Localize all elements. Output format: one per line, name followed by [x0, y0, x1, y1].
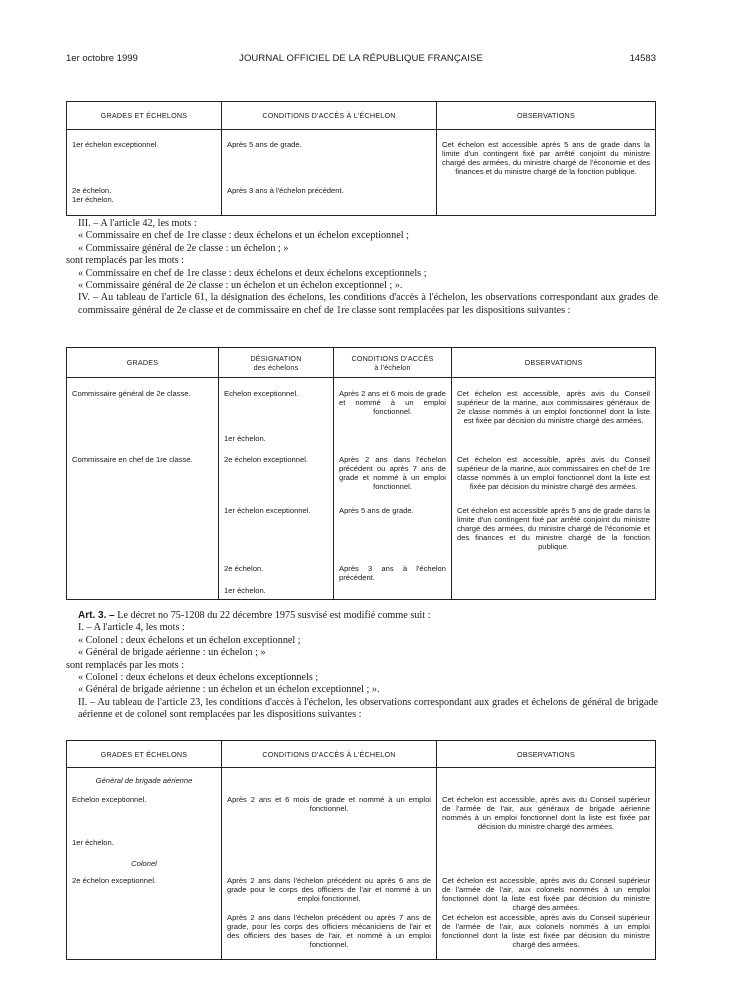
- cell-designation: 2e échelon exceptionnel.: [219, 452, 334, 506]
- paragraph: « Général de brigade aérienne : un échelon et un échelon exceptionnel ; ».: [78, 684, 380, 696]
- article-number: Art. 3. –: [78, 610, 115, 621]
- paragraph: « Colonel : deux échelons et un échelon exceptionnel ;: [78, 634, 301, 646]
- table-header-observations: OBSERVATIONS: [452, 348, 656, 378]
- table-row: [67, 788, 656, 831]
- cell-grade-line: 1er échelon.: [72, 194, 114, 204]
- paragraph: « Commissaire en chef de 1re classe : deux échelons et un échelon exceptionnel ;: [78, 230, 409, 242]
- cell-grade: [67, 434, 219, 452]
- table-header-observations: OBSERVATIONS: [437, 741, 656, 768]
- table-header-grades: GRADES ET ÉCHELONS: [67, 741, 222, 768]
- paragraph: IV. – Au tableau de l'article 61, la désignation des échelons, les conditions d'accès à l'échelon, les observations correspondant aux grades de commissaire général de 2e classe et de commissaire en chef de 1re classe sont remplacées par les dispositions suivantes :: [78, 292, 658, 316]
- cell-grade: [67, 586, 219, 600]
- section-title: Colonel: [67, 851, 222, 871]
- cell-grade: 1er échelon exceptionnel.: [67, 130, 222, 182]
- header-line: CONDITIONS D'ACCÈS: [351, 353, 434, 363]
- table-header-conditions: [334, 348, 452, 378]
- table-row: [67, 851, 656, 871]
- cell-observation: Cet échelon est accessible, après avis du Conseil supérieur de la marine, aux commissaires généraux de 2e classe nommés à un emploi fonctionnel dont la liste est fixée par décision du ministre chargé des armées.: [452, 378, 656, 434]
- section-title: Général de brigade aérienne: [67, 768, 222, 788]
- cell-designation: Echelon exceptionnel.: [219, 378, 334, 434]
- table-row: [67, 434, 656, 452]
- paragraph: « Commissaire en chef de 1re classe : deux échelons et deux échelons exceptionnels ;: [78, 267, 427, 279]
- cell-condition: [334, 586, 452, 600]
- cell-condition: Après 2 ans dans l'échelon précédent ou après 6 ans de grade pour le corps des officiers de l'air et nommé à un emploi fonctionnel.: [222, 871, 437, 913]
- cell-grade: Commissaire général de 2e classe.: [67, 378, 219, 434]
- cell-condition: Après 2 ans et 6 mois de grade et nommé à un emploi fonctionnel.: [334, 378, 452, 434]
- table-row: [67, 452, 656, 506]
- cell-condition: Après 2 ans dans l'échelon précédent ou après 7 ans de grade et nommé à un emploi fonctionnel.: [334, 452, 452, 506]
- table-row: [67, 506, 656, 564]
- cell-grade: 1er échelon.: [67, 831, 222, 851]
- table-grades-2: [66, 347, 656, 600]
- cell-designation: 1er échelon exceptionnel.: [219, 506, 334, 564]
- cell-observation: Cet échelon est accessible, après avis du Conseil supérieur de la marine, aux commissaires en chef de 1re classe nommés à un emploi fonctionnel dont la liste est fixée par décision du ministre chargé des armées.: [452, 452, 656, 506]
- table-row: [67, 586, 656, 600]
- table-row: [67, 831, 656, 851]
- cell-designation: 1er échelon.: [219, 434, 334, 452]
- table-header-conditions: CONDITIONS D'ACCÈS À L'ÉCHELON: [222, 102, 437, 130]
- cell-grade: [67, 564, 219, 586]
- cell-observation: [452, 434, 656, 452]
- header-page-number: 14583: [629, 53, 656, 64]
- cell-observation: [437, 851, 656, 871]
- cell-designation: 2e échelon.: [219, 564, 334, 586]
- table-header-grades: GRADES ET ÉCHELONS: [67, 102, 222, 130]
- paragraph: « Commissaire général de 2e classe : un échelon ; »: [78, 242, 289, 254]
- table-row: [67, 871, 656, 913]
- cell-grade: [67, 913, 222, 960]
- cell-observation: [437, 768, 656, 788]
- table-header-conditions: CONDITIONS D'ACCÈS À L'ÉCHELON: [222, 741, 437, 768]
- cell-condition: Après 5 ans de grade.: [222, 130, 437, 182]
- table-row: [67, 564, 656, 586]
- cell-observation: [437, 831, 656, 851]
- cell-condition: Après 2 ans et 6 mois de grade et nommé à un emploi fonctionnel.: [222, 788, 437, 831]
- cell-condition: Après 3 ans à l'échelon précédent.: [334, 564, 452, 586]
- table-header-grades: GRADES: [67, 348, 219, 378]
- cell-grade: Echelon exceptionnel.: [67, 788, 222, 831]
- header-line: à l'échelon: [374, 362, 411, 372]
- text-block-2: [66, 610, 658, 722]
- cell-grade: [67, 182, 222, 216]
- paragraph: « Colonel : deux échelons et deux échelons exceptionnels ;: [78, 672, 319, 684]
- cell-condition: [334, 434, 452, 452]
- cell-observation: Cet échelon est accessible, après avis du Conseil supérieur de l'armée de l'air, aux généraux de brigade aérienne nommés à un emploi fonctionnel dont la liste est fixée par décision du ministre chargé des armées.: [437, 788, 656, 831]
- header-line: DÉSIGNATION: [250, 353, 302, 363]
- cell-grade: 2e échelon exceptionnel.: [67, 871, 222, 913]
- table-row: [67, 182, 656, 216]
- cell-condition: Après 3 ans à l'échelon précédent.: [222, 182, 437, 216]
- cell-observation: [452, 586, 656, 600]
- paragraph: sont remplacés par les mots :: [66, 659, 184, 671]
- cell-grade-line: 2e échelon.: [72, 185, 112, 195]
- paragraph: « Commissaire général de 2e classe : un échelon et un échelon exceptionnel ; ».: [78, 280, 403, 292]
- table-row: [67, 130, 656, 182]
- table-header-designation: [219, 348, 334, 378]
- table-grades-3: [66, 740, 656, 960]
- cell-observation: Cet échelon est accessible après 5 ans de grade dans la limite d'un contingent fixé par arrêté conjoint du ministre chargé des armées, du ministre chargé de l'économie et des finances et du ministre chargé de la fonction publique.: [437, 130, 656, 182]
- page-header: [66, 53, 656, 67]
- table-grades-1: [66, 101, 656, 216]
- cell-grade: Commissaire en chef de 1re classe.: [67, 452, 219, 506]
- table-row: [67, 913, 656, 960]
- paragraph: sont remplacés par les mots :: [66, 255, 184, 267]
- cell-observation: Cet échelon est accessible, après avis du Conseil supérieur de l'armée de l'air, aux colonels nommés à un emploi fonctionnel dont la liste est fixée par décision du ministre chargé des armées.: [437, 913, 656, 960]
- header-journal-title: JOURNAL OFFICIEL DE LA RÉPUBLIQUE FRANÇAISE: [239, 53, 483, 64]
- header-line: des échelons: [253, 362, 299, 372]
- cell-condition: [222, 831, 437, 851]
- cell-observation: Cet échelon est accessible après 5 ans de grade dans la limite d'un contingent fixé par arrêté conjoint du ministre chargé des armées, du ministre chargé de l'économie et des finances et du ministre chargé de la fonction publique.: [452, 506, 656, 564]
- paragraph: III. – A l'article 42, les mots :: [78, 218, 197, 229]
- cell-grade: [67, 506, 219, 564]
- cell-observation: [452, 564, 656, 586]
- cell-designation: 1er échelon.: [219, 586, 334, 600]
- paragraph: I. – A l'article 4, les mots :: [78, 622, 185, 634]
- article-text: Le décret no 75-1208 du 22 décembre 1975 susvisé est modifié comme suit :: [114, 610, 431, 621]
- paragraph: [66, 610, 658, 622]
- cell-condition: Après 2 ans dans l'échelon précédent ou après 7 ans de grade, pour les corps des officiers mécaniciens de l'air et des officiers des bases de l'air, et nommé à un emploi fonctionnel.: [222, 913, 437, 960]
- cell-observation: [437, 182, 656, 216]
- table-row: [67, 768, 656, 788]
- cell-observation: Cet échelon est accessible, après avis du Conseil supérieur de l'armée de l'air, aux colonels nommés à un emploi fonctionnel dont la liste est fixée par décision du ministre chargé des armées.: [437, 871, 656, 913]
- header-date: 1er octobre 1999: [66, 53, 138, 64]
- table-row: [67, 378, 656, 434]
- text-block-1: [66, 218, 658, 317]
- cell-condition: [222, 851, 437, 871]
- paragraph: « Général de brigade aérienne : un échelon ; »: [78, 647, 266, 659]
- cell-condition: Après 5 ans de grade.: [334, 506, 452, 564]
- cell-condition: [222, 768, 437, 788]
- paragraph: II. – Au tableau de l'article 23, les conditions d'accès à l'échelon, les observations correspondant aux grades et échelons de général de brigade aérienne et de colonel sont remplacées par les dispositions suivantes :: [78, 696, 658, 721]
- table-header-observations: OBSERVATIONS: [437, 102, 656, 130]
